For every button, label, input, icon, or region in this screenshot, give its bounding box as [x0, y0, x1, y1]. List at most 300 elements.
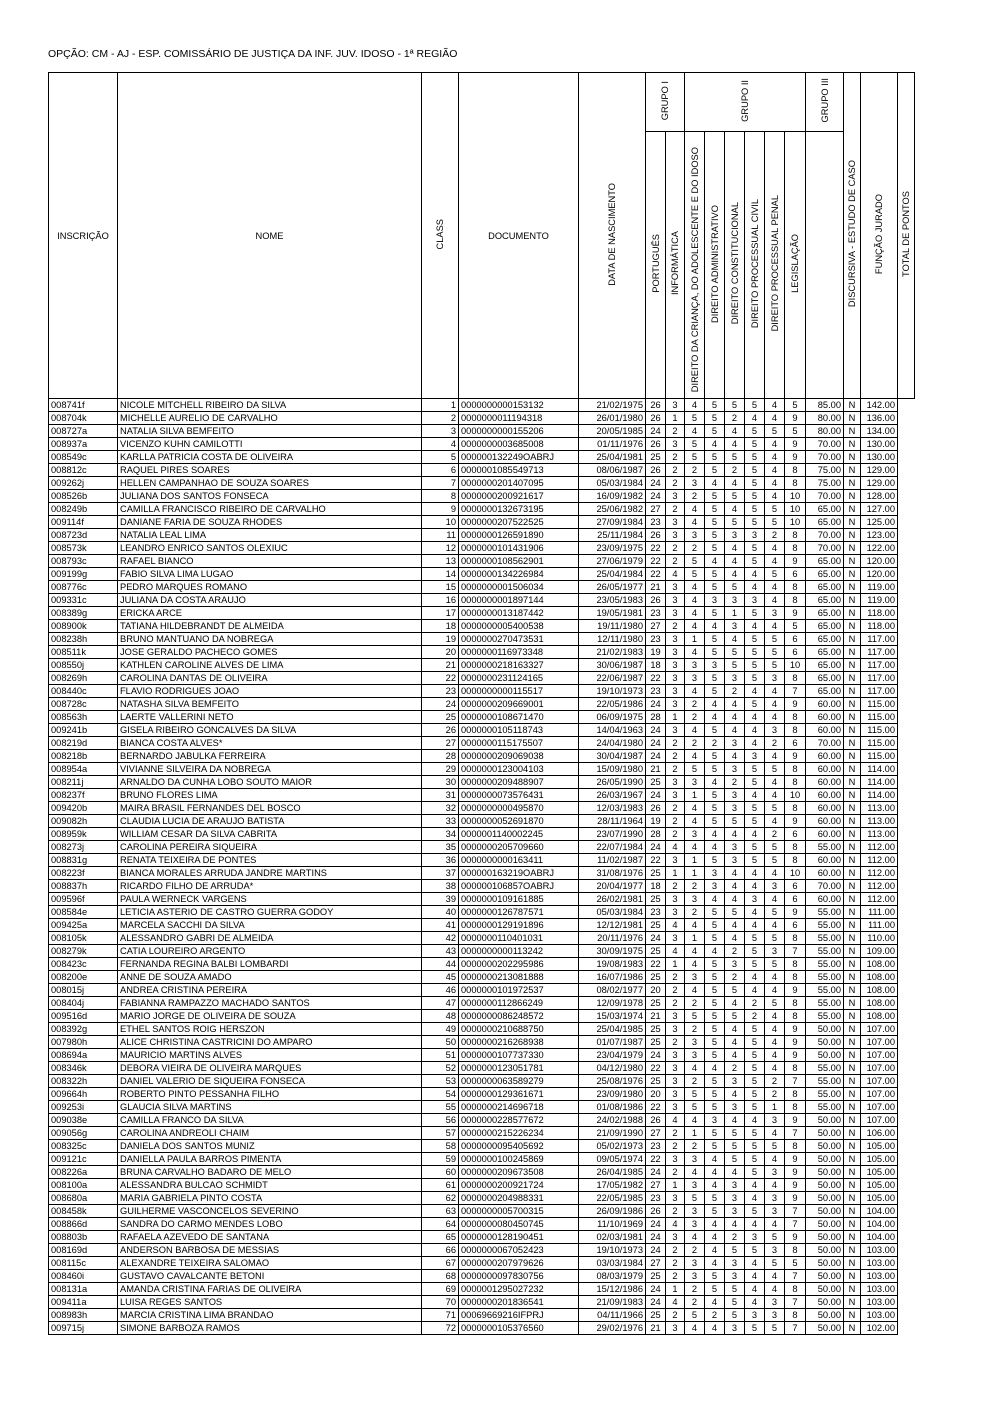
cell-nome: RAFAEL BIANCO [118, 555, 422, 568]
cell-funcao-jurado: N [844, 646, 861, 659]
cell-nascimento: 21/09/1990 [579, 1127, 646, 1140]
cell-funcao-jurado: N [844, 1114, 861, 1127]
cell-inscricao: 008269h [49, 672, 118, 685]
cell-direito-processual-penal: 3 [765, 607, 785, 620]
cell-nascimento: 22/06/1987 [579, 672, 646, 685]
cell-funcao-jurado: N [844, 1036, 861, 1049]
cell-legislacao: 8 [785, 763, 806, 776]
cell-funcao-jurado: N [844, 763, 861, 776]
cell-class: 12 [422, 542, 459, 555]
cell-direito-processual-civil: 5 [745, 854, 765, 867]
cell-direito-crianca: 4 [685, 425, 705, 438]
cell-legislacao: 9 [785, 555, 806, 568]
cell-discursiva: 60.00 [806, 776, 844, 789]
cell-inscricao: 008793c [49, 555, 118, 568]
cell-nome: CATIA LOUREIRO ARGENTO [118, 945, 422, 958]
cell-total: 103.00 [861, 1244, 898, 1257]
table-row [49, 1101, 915, 1114]
cell-funcao-jurado: N [844, 1231, 861, 1244]
cell-class: 29 [422, 763, 459, 776]
cell-inscricao: 008741f [49, 399, 118, 412]
cell-discursiva: 50.00 [806, 1140, 844, 1153]
cell-direito-processual-penal: 4 [765, 1127, 785, 1140]
cell-legislacao: 8 [785, 1140, 806, 1153]
cell-direito-processual-penal: 5 [765, 1257, 785, 1270]
cell-direito-administrativo: 3 [705, 1114, 725, 1127]
cell-direito-constitucional: 5 [725, 815, 745, 828]
cell-documento: 0000000204988331 [459, 1192, 579, 1205]
cell-documento: 0000000231124165 [459, 672, 579, 685]
cell-direito-processual-civil: 3 [745, 750, 765, 763]
cell-documento: 0000001085549713 [459, 464, 579, 477]
cell-class: 35 [422, 841, 459, 854]
cell-nome: FABIO SILVA LIMA LUGAO [118, 568, 422, 581]
cell-nome: BERNARDO JABULKA FERREIRA [118, 750, 422, 763]
cell-discursiva: 55.00 [806, 841, 844, 854]
table-row [49, 1153, 915, 1166]
cell-class: 40 [422, 906, 459, 919]
cell-class: 14 [422, 568, 459, 581]
cell-direito-processual-civil: 3 [745, 529, 765, 542]
header-funcao-jurado: FUNÇÃO JURADO [861, 73, 898, 399]
table-row [49, 1244, 915, 1257]
cell-nascimento: 19/10/1973 [579, 685, 646, 698]
table-row [49, 711, 915, 724]
cell-discursiva: 55.00 [806, 1075, 844, 1088]
cell-direito-constitucional: 4 [725, 828, 745, 841]
cell-funcao-jurado: N [844, 1192, 861, 1205]
cell-portugues: 23 [646, 1192, 666, 1205]
cell-direito-constitucional: 3 [725, 1270, 745, 1283]
cell-class: 69 [422, 1283, 459, 1296]
header-direito-processual-civil: DIREITO PROCESSUAL CIVIL [745, 132, 765, 399]
cell-documento: 0000000214696718 [459, 1101, 579, 1114]
cell-discursiva: 50.00 [806, 1270, 844, 1283]
cell-legislacao: 9 [785, 1231, 806, 1244]
cell-direito-crianca: 4 [685, 945, 705, 958]
cell-direito-constitucional: 5 [725, 984, 745, 997]
cell-direito-processual-penal: 5 [765, 1231, 785, 1244]
cell-portugues: 26 [646, 1114, 666, 1127]
cell-nome: RAFAELA AZEVEDO DE SANTANA [118, 1231, 422, 1244]
cell-total: 118.00 [861, 607, 898, 620]
cell-total: 108.00 [861, 984, 898, 997]
cell-discursiva: 50.00 [806, 1166, 844, 1179]
cell-direito-processual-civil: 4 [745, 1257, 765, 1270]
cell-documento: 0000000095405692 [459, 1140, 579, 1153]
cell-legislacao: 8 [785, 802, 806, 815]
cell-funcao-jurado: N [844, 932, 861, 945]
table-row [49, 776, 915, 789]
cell-direito-processual-penal: 5 [765, 503, 785, 516]
cell-funcao-jurado: N [844, 1140, 861, 1153]
cell-direito-processual-penal: 5 [765, 516, 785, 529]
cell-nascimento: 26/02/1981 [579, 893, 646, 906]
cell-direito-processual-civil: 5 [745, 1322, 765, 1335]
cell-nascimento: 22/05/1985 [579, 1192, 646, 1205]
cell-legislacao: 9 [785, 1036, 806, 1049]
cell-direito-crianca: 2 [685, 1023, 705, 1036]
cell-direito-processual-civil: 4 [745, 971, 765, 984]
cell-direito-processual-penal: 3 [765, 1309, 785, 1322]
cell-funcao-jurado: N [844, 1257, 861, 1270]
cell-total: 112.00 [861, 893, 898, 906]
cell-discursiva: 50.00 [806, 1049, 844, 1062]
cell-total: 122.00 [861, 542, 898, 555]
cell-informatica: 3 [666, 646, 685, 659]
cell-nome: MARCIA CRISTINA LIMA BRANDAO [118, 1309, 422, 1322]
cell-direito-crianca: 4 [685, 620, 705, 633]
cell-class: 2 [422, 412, 459, 425]
table-row [49, 1179, 915, 1192]
cell-informatica: 4 [666, 1218, 685, 1231]
cell-inscricao: 008237f [49, 789, 118, 802]
cell-total: 107.00 [861, 1023, 898, 1036]
cell-inscricao: 009253i [49, 1101, 118, 1114]
table-row [49, 503, 915, 516]
cell-documento: 0000000109161885 [459, 893, 579, 906]
cell-direito-constitucional: 4 [725, 711, 745, 724]
cell-legislacao: 8 [785, 1101, 806, 1114]
cell-direito-crianca: 2 [685, 542, 705, 555]
cell-funcao-jurado: N [844, 880, 861, 893]
table-row [49, 646, 915, 659]
cell-direito-administrativo: 5 [705, 763, 725, 776]
cell-inscricao: 008392g [49, 1023, 118, 1036]
cell-legislacao: 6 [785, 919, 806, 932]
cell-nascimento: 27/06/1979 [579, 555, 646, 568]
cell-direito-processual-civil: 3 [745, 594, 765, 607]
cell-discursiva: 55.00 [806, 971, 844, 984]
cell-inscricao: 008727a [49, 425, 118, 438]
page-title: OPÇÃO: CM - AJ - ESP. COMISSÁRIO DE JUSTIÇA DA INF. JUV. IDOSO - 1ª REGIÃO [48, 48, 458, 60]
cell-discursiva: 50.00 [806, 1179, 844, 1192]
cell-direito-constitucional: 5 [725, 646, 745, 659]
cell-direito-processual-penal: 5 [765, 1322, 785, 1335]
header-class: CLASS [422, 73, 459, 399]
cell-discursiva: 65.00 [806, 555, 844, 568]
cell-informatica: 2 [666, 464, 685, 477]
cell-direito-processual-civil: 5 [745, 1153, 765, 1166]
cell-documento: 0000000132673195 [459, 503, 579, 516]
table-row [49, 529, 915, 542]
cell-direito-constitucional: 2 [725, 776, 745, 789]
cell-discursiva: 70.00 [806, 529, 844, 542]
cell-nome: TATIANA HILDEBRANDT DE ALMEIDA [118, 620, 422, 633]
cell-nascimento: 21/02/1983 [579, 646, 646, 659]
cell-nascimento: 26/04/1985 [579, 1166, 646, 1179]
cell-direito-processual-civil: 4 [745, 789, 765, 802]
cell-direito-constitucional: 3 [725, 1179, 745, 1192]
cell-direito-processual-penal: 5 [765, 997, 785, 1010]
cell-direito-constitucional: 4 [725, 1088, 745, 1101]
cell-direito-processual-civil: 5 [745, 399, 765, 412]
cell-direito-administrativo: 4 [705, 841, 725, 854]
cell-inscricao: 008526b [49, 490, 118, 503]
cell-direito-administrativo: 5 [705, 1023, 725, 1036]
cell-nascimento: 12/12/1981 [579, 919, 646, 932]
cell-class: 56 [422, 1114, 459, 1127]
cell-portugues: 26 [646, 399, 666, 412]
cell-nome: ALICE CHRISTINA CASTRICINI DO AMPARO [118, 1036, 422, 1049]
cell-inscricao: 008100a [49, 1179, 118, 1192]
cell-direito-constitucional: 2 [725, 685, 745, 698]
cell-portugues: 23 [646, 685, 666, 698]
cell-legislacao: 7 [785, 1205, 806, 1218]
cell-direito-crianca: 5 [685, 568, 705, 581]
cell-inscricao: 009596f [49, 893, 118, 906]
cell-direito-processual-penal: 4 [765, 867, 785, 880]
cell-nome: BIANCA COSTA ALVES* [118, 737, 422, 750]
cell-discursiva: 75.00 [806, 477, 844, 490]
cell-class: 55 [422, 1101, 459, 1114]
table-row [49, 828, 915, 841]
cell-portugues: 25 [646, 945, 666, 958]
cell-discursiva: 55.00 [806, 1062, 844, 1075]
cell-funcao-jurado: N [844, 1296, 861, 1309]
cell-legislacao: 5 [785, 620, 806, 633]
cell-direito-constitucional: 5 [725, 1127, 745, 1140]
table-row [49, 815, 915, 828]
cell-direito-constitucional: 4 [725, 542, 745, 555]
cell-nome: AMANDA CRISTINA FARIAS DE OLIVEIRA [118, 1283, 422, 1296]
cell-direito-crianca: 1 [685, 789, 705, 802]
header-grupo-1: GRUPO I [646, 73, 685, 132]
cell-documento: 0000000000153132 [459, 399, 579, 412]
cell-direito-administrativo: 5 [705, 958, 725, 971]
cell-portugues: 23 [646, 906, 666, 919]
cell-total: 125.00 [861, 516, 898, 529]
results-table [48, 72, 915, 1335]
cell-direito-constitucional: 4 [725, 438, 745, 451]
table-row [49, 1270, 915, 1283]
cell-direito-crianca: 4 [685, 594, 705, 607]
cell-discursiva: 60.00 [806, 867, 844, 880]
cell-direito-processual-penal: 4 [765, 620, 785, 633]
cell-direito-processual-civil: 5 [745, 1166, 765, 1179]
cell-class: 68 [422, 1270, 459, 1283]
cell-direito-processual-civil: 5 [745, 763, 765, 776]
cell-funcao-jurado: N [844, 893, 861, 906]
cell-nome: FABIANNA RAMPAZZO MACHADO SANTOS [118, 997, 422, 1010]
cell-direito-administrativo: 5 [705, 1036, 725, 1049]
cell-portugues: 27 [646, 1257, 666, 1270]
cell-class: 49 [422, 1023, 459, 1036]
cell-direito-processual-civil: 5 [745, 1140, 765, 1153]
cell-direito-crianca: 4 [685, 646, 705, 659]
cell-legislacao: 9 [785, 1179, 806, 1192]
cell-inscricao: 008131a [49, 1283, 118, 1296]
cell-direito-processual-civil: 5 [745, 659, 765, 672]
cell-inscricao: 008954a [49, 763, 118, 776]
cell-direito-administrativo: 5 [705, 633, 725, 646]
cell-direito-crianca: 5 [685, 763, 705, 776]
cell-portugues: 26 [646, 529, 666, 542]
cell-inscricao: 008728c [49, 698, 118, 711]
cell-direito-processual-penal: 5 [765, 841, 785, 854]
cell-documento: 0000000105376560 [459, 1322, 579, 1335]
cell-portugues: 22 [646, 672, 666, 685]
cell-direito-administrativo: 2 [705, 737, 725, 750]
cell-total: 113.00 [861, 815, 898, 828]
cell-funcao-jurado: N [844, 776, 861, 789]
cell-total: 128.00 [861, 490, 898, 503]
cell-direito-processual-civil: 5 [745, 841, 765, 854]
cell-direito-processual-penal: 2 [765, 737, 785, 750]
cell-funcao-jurado: N [844, 1049, 861, 1062]
cell-direito-processual-penal: 3 [765, 724, 785, 737]
cell-direito-administrativo: 5 [705, 1101, 725, 1114]
cell-legislacao: 6 [785, 880, 806, 893]
cell-legislacao: 8 [785, 477, 806, 490]
cell-direito-constitucional: 4 [725, 568, 745, 581]
cell-discursiva: 50.00 [806, 1283, 844, 1296]
cell-informatica: 3 [666, 516, 685, 529]
cell-documento: 0000000086248572 [459, 1010, 579, 1023]
cell-direito-processual-civil: 5 [745, 490, 765, 503]
cell-documento: 0000000209069038 [459, 750, 579, 763]
cell-direito-crianca: 4 [685, 399, 705, 412]
cell-documento: 0000000213081888 [459, 971, 579, 984]
cell-direito-processual-penal: 4 [765, 1023, 785, 1036]
cell-total: 105.00 [861, 1166, 898, 1179]
cell-portugues: 25 [646, 1270, 666, 1283]
cell-documento: 0000000110401031 [459, 932, 579, 945]
cell-informatica: 3 [666, 1153, 685, 1166]
cell-discursiva: 65.00 [806, 672, 844, 685]
cell-discursiva: 65.00 [806, 581, 844, 594]
cell-total: 110.00 [861, 932, 898, 945]
cell-direito-administrativo: 4 [705, 698, 725, 711]
cell-portugues: 19 [646, 646, 666, 659]
cell-total: 107.00 [861, 1036, 898, 1049]
cell-direito-administrativo: 4 [705, 1257, 725, 1270]
cell-documento: 0000000129191896 [459, 919, 579, 932]
cell-direito-crianca: 2 [685, 1283, 705, 1296]
cell-funcao-jurado: N [844, 867, 861, 880]
cell-direito-administrativo: 5 [705, 724, 725, 737]
cell-direito-processual-civil: 5 [745, 1075, 765, 1088]
cell-informatica: 4 [666, 1296, 685, 1309]
cell-total: 103.00 [861, 1309, 898, 1322]
cell-inscricao: 008404j [49, 997, 118, 1010]
cell-direito-administrativo: 5 [705, 815, 725, 828]
cell-informatica: 3 [666, 854, 685, 867]
cell-nome: CAROLINA ANDREOLI CHAIM [118, 1127, 422, 1140]
cell-direito-crianca: 2 [685, 997, 705, 1010]
cell-documento: 0000000129361671 [459, 1088, 579, 1101]
cell-legislacao: 8 [785, 958, 806, 971]
table-row [49, 594, 915, 607]
cell-direito-processual-civil: 3 [745, 893, 765, 906]
cell-direito-processual-penal: 4 [765, 438, 785, 451]
cell-portugues: 22 [646, 1153, 666, 1166]
cell-legislacao: 9 [785, 1023, 806, 1036]
cell-direito-constitucional: 4 [725, 477, 745, 490]
cell-direito-administrativo: 5 [705, 1140, 725, 1153]
cell-direito-constitucional: 3 [725, 672, 745, 685]
cell-documento: 0000000201836541 [459, 1296, 579, 1309]
cell-direito-constitucional: 3 [725, 1101, 745, 1114]
cell-class: 7 [422, 477, 459, 490]
cell-documento: 0000000063589279 [459, 1075, 579, 1088]
cell-total: 106.00 [861, 1127, 898, 1140]
cell-direito-crianca: 2 [685, 711, 705, 724]
cell-inscricao: 009664h [49, 1088, 118, 1101]
cell-direito-crianca: 1 [685, 854, 705, 867]
cell-nascimento: 21/09/1983 [579, 1296, 646, 1309]
cell-direito-crianca: 5 [685, 1192, 705, 1205]
cell-legislacao: 6 [785, 646, 806, 659]
cell-direito-administrativo: 5 [705, 1127, 725, 1140]
header-portugues: PORTUGUÊS [646, 132, 666, 399]
cell-inscricao: 007980h [49, 1036, 118, 1049]
table-row [49, 516, 915, 529]
cell-direito-constitucional: 5 [725, 1309, 745, 1322]
cell-nome: GUSTAVO CAVALCANTE BETONI [118, 1270, 422, 1283]
cell-nascimento: 19/10/1973 [579, 1244, 646, 1257]
cell-informatica: 3 [666, 1062, 685, 1075]
cell-class: 10 [422, 516, 459, 529]
cell-total: 119.00 [861, 581, 898, 594]
cell-discursiva: 60.00 [806, 763, 844, 776]
cell-direito-crianca: 4 [685, 802, 705, 815]
cell-class: 63 [422, 1205, 459, 1218]
cell-documento: 0000000200921724 [459, 1179, 579, 1192]
cell-funcao-jurado: N [844, 1023, 861, 1036]
cell-direito-administrativo: 3 [705, 594, 725, 607]
header-documento: DOCUMENTO [459, 73, 579, 399]
cell-nascimento: 06/09/1975 [579, 711, 646, 724]
table-row [49, 490, 915, 503]
cell-funcao-jurado: N [844, 789, 861, 802]
cell-class: 53 [422, 1075, 459, 1088]
cell-nascimento: 02/03/1981 [579, 1231, 646, 1244]
cell-total: 114.00 [861, 789, 898, 802]
cell-direito-administrativo: 4 [705, 711, 725, 724]
cell-total: 112.00 [861, 854, 898, 867]
cell-direito-processual-civil: 5 [745, 1049, 765, 1062]
cell-nascimento: 17/05/1982 [579, 1179, 646, 1192]
cell-documento: 0000000000115517 [459, 685, 579, 698]
cell-direito-crianca: 4 [685, 958, 705, 971]
cell-direito-processual-civil: 4 [745, 1283, 765, 1296]
cell-direito-administrativo: 5 [705, 503, 725, 516]
cell-nascimento: 30/06/1987 [579, 659, 646, 672]
cell-informatica: 3 [666, 1049, 685, 1062]
cell-discursiva: 60.00 [806, 815, 844, 828]
cell-class: 64 [422, 1218, 459, 1231]
cell-informatica: 2 [666, 763, 685, 776]
cell-class: 26 [422, 724, 459, 737]
cell-nome: MAIRA BRASIL FERNANDES DEL BOSCO [118, 802, 422, 815]
cell-portugues: 25 [646, 1036, 666, 1049]
cell-direito-constitucional: 5 [725, 516, 745, 529]
cell-direito-constitucional: 4 [725, 1036, 745, 1049]
cell-informatica: 2 [666, 802, 685, 815]
cell-informatica: 3 [666, 1231, 685, 1244]
cell-inscricao: 009082h [49, 815, 118, 828]
header-nascimento: DATA DE NASCIMENTO [579, 73, 646, 399]
cell-portugues: 26 [646, 412, 666, 425]
cell-discursiva: 65.00 [806, 659, 844, 672]
cell-portugues: 24 [646, 737, 666, 750]
cell-direito-processual-penal: 4 [765, 1010, 785, 1023]
cell-legislacao: 7 [785, 1296, 806, 1309]
cell-direito-processual-penal: 5 [765, 568, 785, 581]
cell-discursiva: 60.00 [806, 828, 844, 841]
cell-direito-processual-civil: 4 [745, 1218, 765, 1231]
